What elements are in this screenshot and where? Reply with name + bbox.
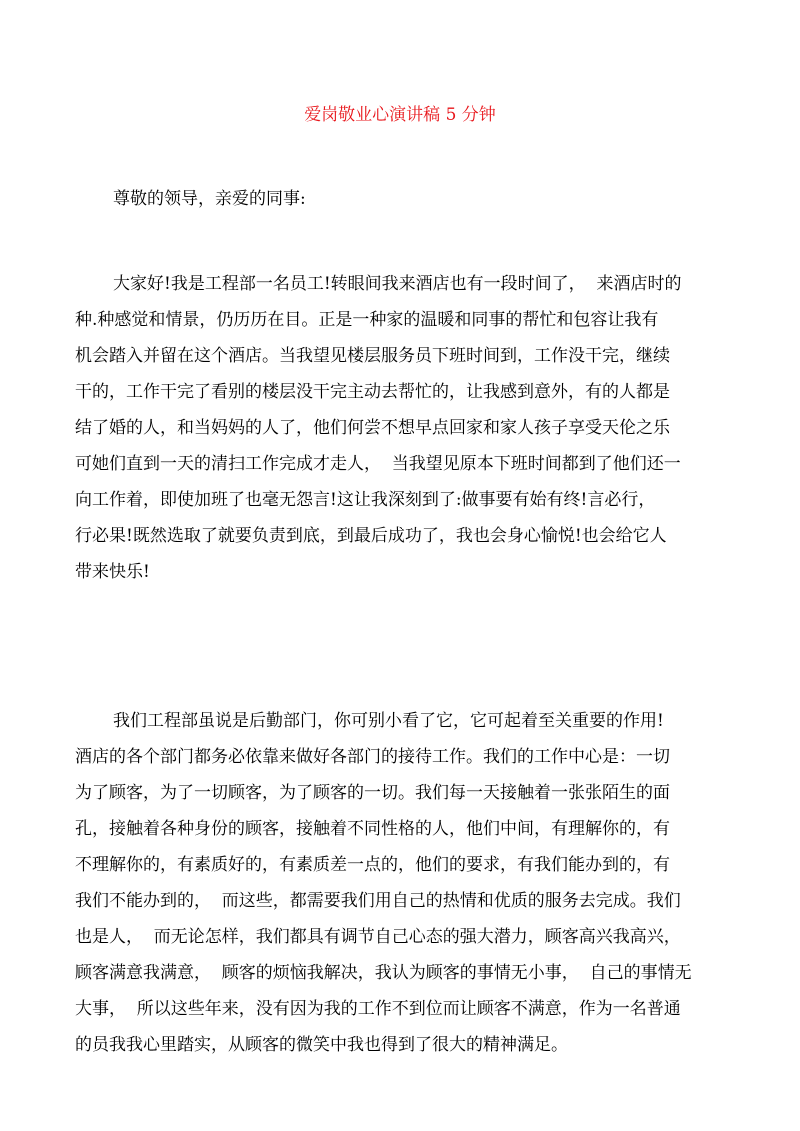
paragraph-line: 顾客满意我满意， 顾客的烦恼我解决，我认为顾客的事情无小事， 自己的事情无 bbox=[75, 963, 692, 983]
paragraph-line: 种.种感觉和情景，仍历历在目。正是一种家的温暖和同事的帮忙和包容让我有 bbox=[75, 310, 659, 330]
paragraph-line: 大事， 所以这些年来，没有因为我的工作不到位而让顾客不满意，作为一名普通 bbox=[75, 999, 681, 1019]
document-title: 爱岗敬业心演讲稿 5 分钟 bbox=[304, 105, 496, 125]
paragraph-line: 带来快乐! bbox=[75, 562, 150, 582]
paragraph-line: 不理解你的，有素质好的，有素质差一点的，他们的要求，有我们能办到的，有 bbox=[75, 855, 670, 875]
paragraph-line: 向工作着，即使加班了也毫无怨言!这让我深刻到了:做事要有始有终!言必行， bbox=[75, 490, 656, 510]
paragraph-line: 也是人， 而无论怎样，我们都具有调节自己心态的强大潜力，顾客高兴我高兴， bbox=[75, 927, 681, 947]
paragraph-line: 可她们直到一天的清扫工作完成才走人， 当我望见原本下班时间都到了他们还一 bbox=[75, 454, 681, 474]
paragraph-1 bbox=[75, 266, 735, 590]
salutation: 尊敬的领导，亲爱的同事: bbox=[113, 189, 306, 209]
paragraph-line: 大家好!我是工程部一名员工!转眼间我来酒店也有一段时间了， 来酒店时的 bbox=[113, 274, 682, 294]
paragraph-line: 孔，接触着各种身份的顾客，接触着不同性格的人，他们中间，有理解你的，有 bbox=[75, 819, 670, 839]
paragraph-line: 结了婚的人，和当妈妈的人了，他们何尝不想早点回家和家人孩子享受天伦之乐 bbox=[75, 418, 670, 438]
paragraph-line: 为了顾客，为了一切顾客，为了顾客的一切。我们每一天接触着一张张陌生的面 bbox=[75, 783, 670, 803]
paragraph-line: 我们工程部虽说是后勤部门，你可别小看了它，它可起着至关重要的作用! bbox=[113, 711, 664, 731]
paragraph-line: 的员我我心里踏实，从顾客的微笑中我也得到了很大的精神满足。 bbox=[75, 1035, 568, 1055]
paragraph-2 bbox=[75, 703, 735, 1063]
paragraph-line: 行必果!既然选取了就要负责到底，到最后成功了，我也会身心愉悦!也会给它人 bbox=[75, 526, 667, 546]
paragraph-line: 干的，工作干完了看别的楼层没干完主动去帮忙的，让我感到意外，有的人都是 bbox=[75, 382, 670, 402]
paragraph-line: 酒店的各个部门都务必依靠来做好各部门的接待工作。我们的工作中心是：一切 bbox=[75, 747, 670, 767]
paragraph-line: 我们不能办到的， 而这些，都需要我们用自己的热情和优质的服务去完成。我们 bbox=[75, 891, 681, 911]
paragraph-line: 机会踏入并留在这个酒店。当我望见楼层服务员下班时间到，工作没干完，继续 bbox=[75, 346, 670, 366]
